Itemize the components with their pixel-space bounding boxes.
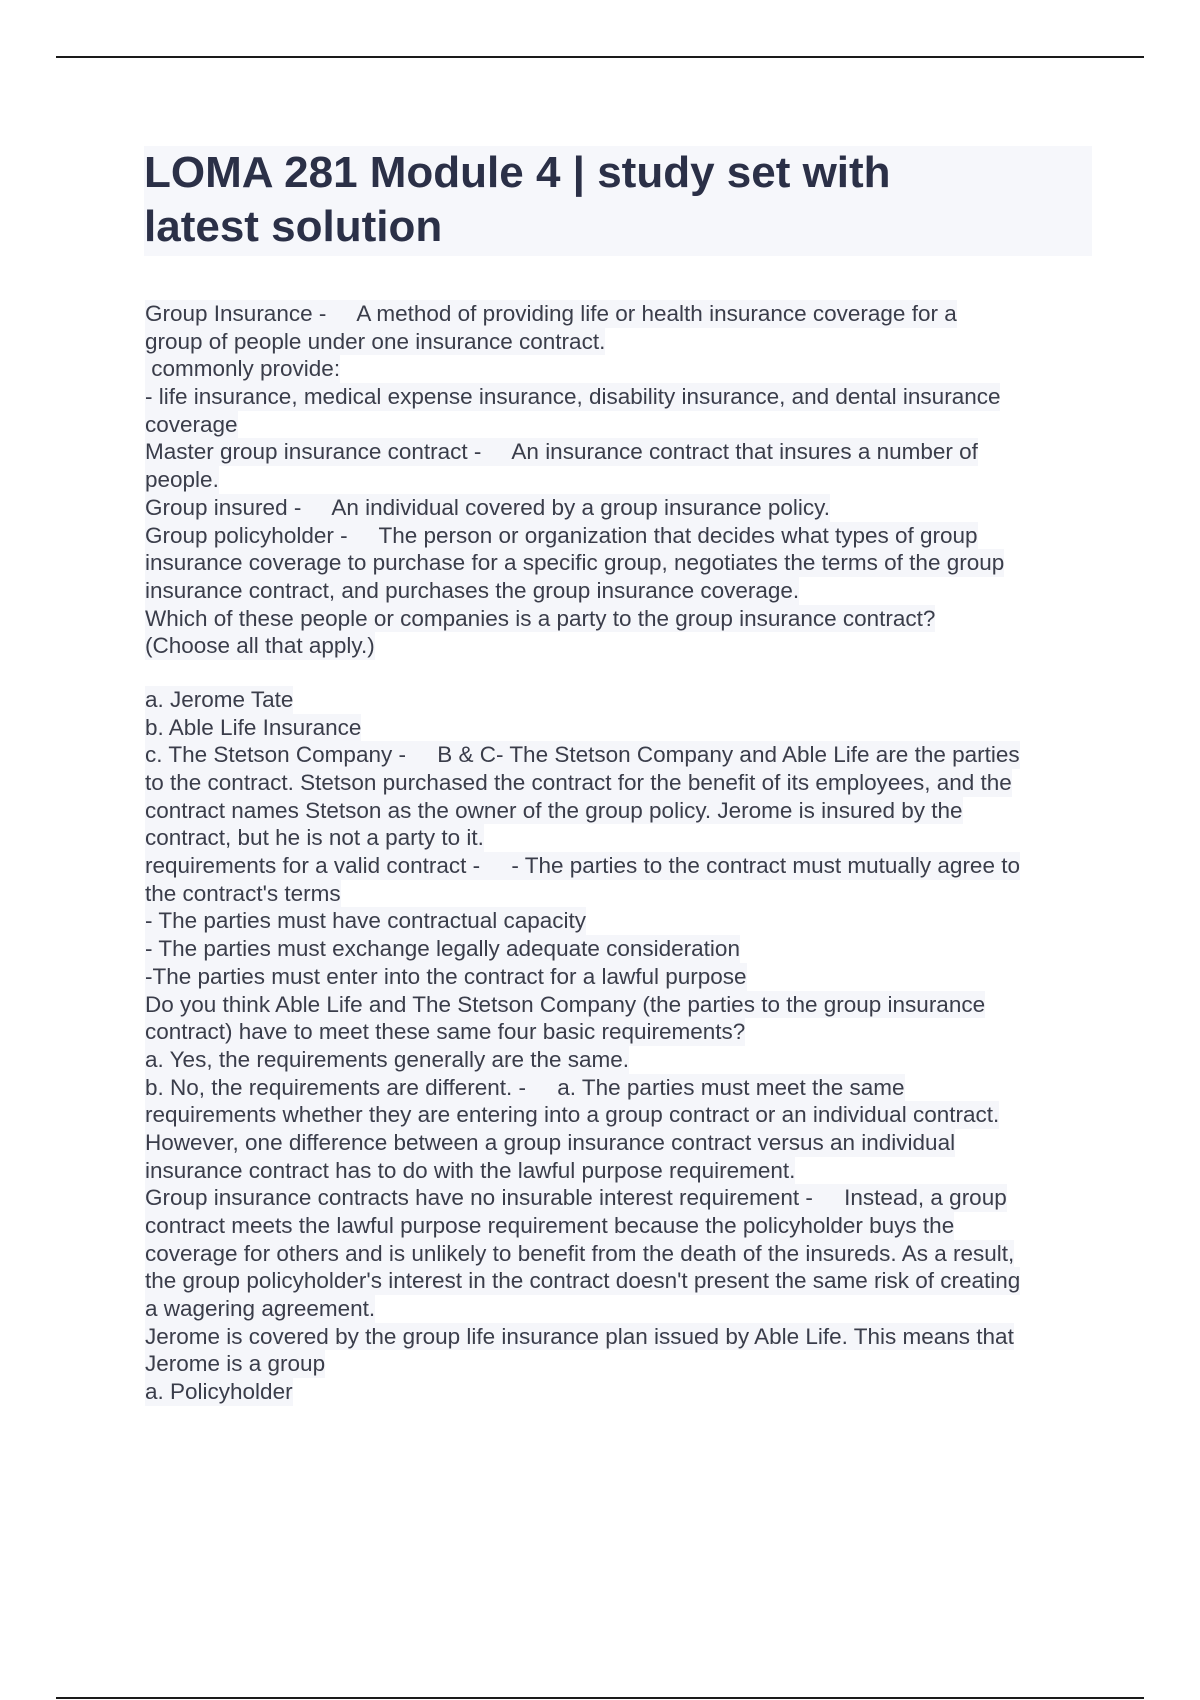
text-line: a. Jerome Tate <box>145 686 294 712</box>
text-line: - The parties must have contractual capacity <box>145 908 587 934</box>
footer-rule <box>56 1697 1144 1699</box>
text-line: However, one difference between a group insurance contract versus an individual <box>145 1129 956 1155</box>
text-line: -The parties must enter into the contract for a lawful purpose <box>145 963 747 989</box>
text-line: insurance contract has to do with the lawful purpose requirement. <box>145 1157 796 1183</box>
text-line: the contract's terms <box>145 880 341 906</box>
text-line: contract, but he is not a party to it. <box>145 825 484 851</box>
text-line: group of people under one insurance contract. <box>145 328 606 354</box>
text-line: requirements whether they are entering into a group contract or an individual contract. <box>145 1102 1000 1128</box>
text-line: Jerome is a group <box>145 1351 326 1377</box>
text-line: - life insurance, medical expense insurance, disability insurance, and dental insurance <box>145 384 1001 410</box>
title-block <box>144 146 1092 256</box>
text-line: Jerome is covered by the group life insurance plan issued by Able Life. This means that <box>145 1323 1014 1349</box>
text-line: commonly provide: <box>145 356 341 382</box>
text-line: Group insurance contracts have no insurable interest requirement - Instead, a group <box>145 1185 1007 1211</box>
text-line: (Choose all that apply.) <box>145 633 375 659</box>
text-line: a. Policyholder <box>145 1379 293 1405</box>
text-line: a wagering agreement. <box>145 1296 376 1322</box>
text-line: people. <box>145 467 219 493</box>
text-line: Do you think Able Life and The Stetson Company (the parties to the group insurance <box>145 991 986 1017</box>
text-line: Group policyholder - The person or organization that decides what types of group <box>145 522 978 548</box>
text-line: - The parties must exchange legally adequate consideration <box>145 936 740 962</box>
text-line: coverage <box>145 411 238 437</box>
header-rule <box>56 56 1144 58</box>
document-title: LOMA 281 Module 4 | study set with latest solution <box>144 148 891 251</box>
text-line: Group Insurance - A method of providing life or health insurance coverage for a <box>145 301 957 326</box>
text-line: the group policyholder's interest in the contract doesn't present the same risk of creating <box>145 1268 1021 1294</box>
text-line: contract) have to meet these same four basic requirements? <box>145 1019 746 1045</box>
text-line: requirements for a valid contract - - The parties to the contract must mutually agree to <box>145 853 1020 879</box>
text-line: Group insured - An individual covered by a group insurance policy. <box>145 494 830 520</box>
text-line: coverage for others and is unlikely to benefit from the death of the insureds. As a result, <box>145 1240 1015 1266</box>
text-line: b. Able Life Insurance <box>145 714 362 740</box>
text-line: c. The Stetson Company - B & C- The Stetson Company and Able Life are the parties <box>145 742 1020 768</box>
text-line: contract names Stetson as the owner of the group policy. Jerome is insured by the <box>145 797 963 823</box>
blank-line <box>145 660 1095 686</box>
document-body <box>145 300 1095 1406</box>
text-line: contract meets the lawful purpose requirement because the policyholder buys the <box>145 1213 955 1238</box>
text-line: Which of these people or companies is a party to the group insurance contract? <box>145 605 936 631</box>
text-line: insurance coverage to purchase for a specific group, negotiates the terms of the group <box>145 550 1005 576</box>
text-line: b. No, the requirements are different. - a. The parties must meet the same <box>145 1074 905 1100</box>
text-line: a. Yes, the requirements generally are the same. <box>145 1046 630 1072</box>
text-line: insurance contract, and purchases the group insurance coverage. <box>145 577 800 603</box>
text-line: Master group insurance contract - An insurance contract that insures a number of <box>145 439 978 465</box>
text-line: to the contract. Stetson purchased the contract for the benefit of its employees, and the <box>145 770 1012 795</box>
